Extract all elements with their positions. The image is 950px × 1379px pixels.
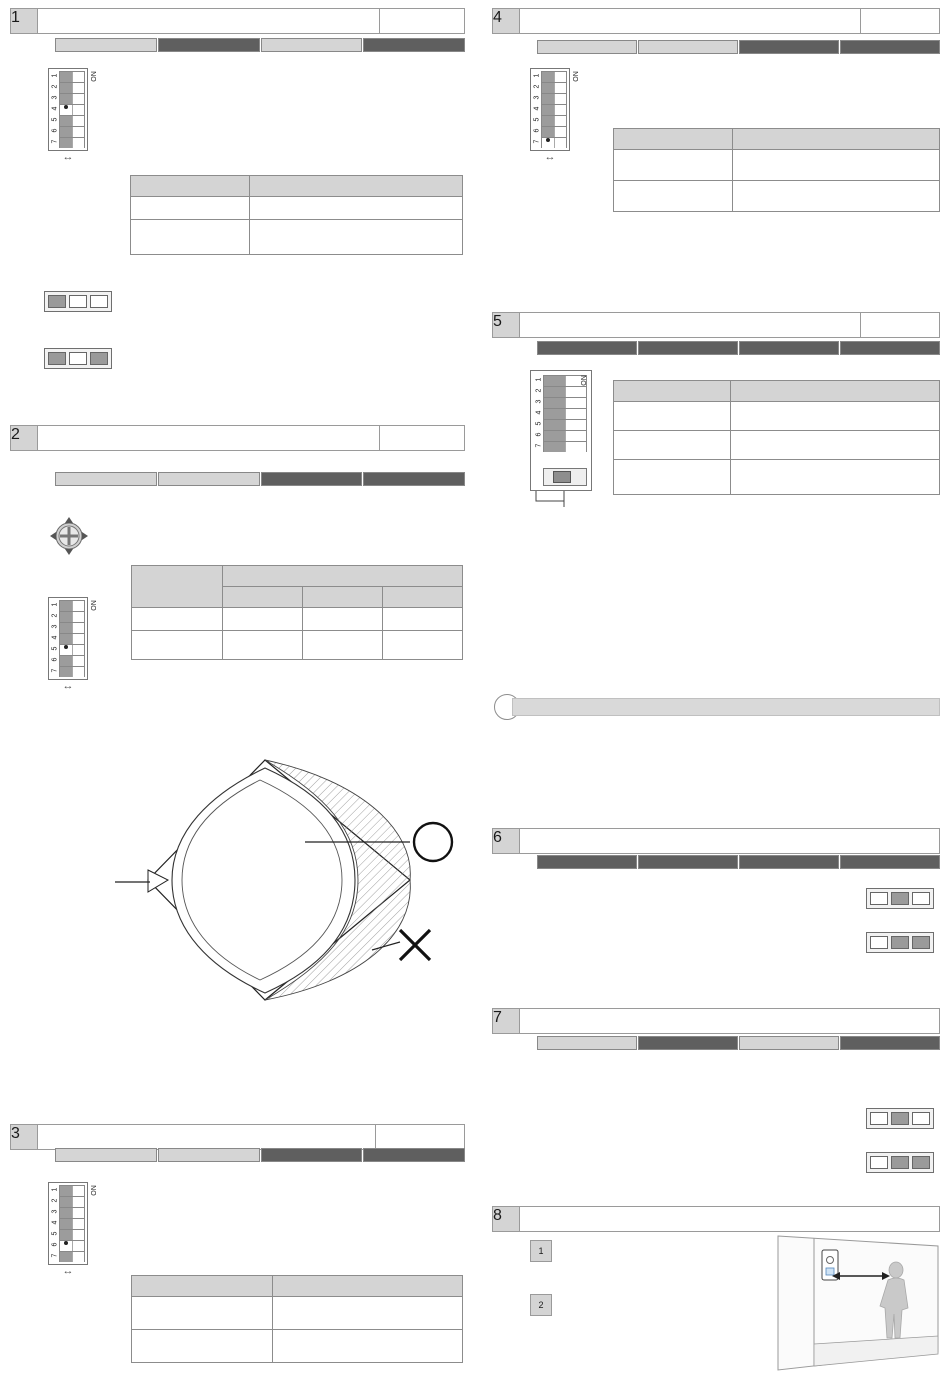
section-4-segbar [537,40,940,54]
dip-number: 2 [51,1198,59,1203]
table-header [731,381,940,402]
section-8-header [492,1206,940,1232]
indicator-cell [69,352,87,365]
segment [840,855,940,869]
segment [55,38,157,52]
table-header [614,129,733,150]
segment [363,38,465,52]
step-number-2: 2 [530,1294,552,1316]
dip-arrow-icon: ↔ [62,680,74,692]
segment [739,341,839,355]
indicator-cell [912,1156,930,1169]
dip-on-label: ON [572,71,580,82]
dip-number: 6 [51,657,59,662]
indicator-cell [912,936,930,949]
table-header [132,566,223,608]
segment [638,855,738,869]
divider [379,426,380,450]
indicator-chip-7b [866,1152,934,1173]
table-header [733,129,940,150]
dip-number: 2 [533,84,541,89]
divider [375,1125,376,1149]
indicator-cell [891,1112,909,1125]
slide-switch[interactable] [543,468,587,486]
section-1-title-bar [38,8,465,34]
segment [261,1148,363,1162]
indicator-cell [891,936,909,949]
indicator-cell [48,295,66,308]
dip-number: 5 [51,646,59,651]
section-3-table [131,1275,463,1363]
section-2-number: 2 [10,425,38,451]
table-cell [132,1297,273,1330]
section-8-title-bar [520,1206,940,1232]
divider [860,9,861,33]
table-cell [131,220,250,255]
section-1-segbar [55,38,465,52]
table-row [131,197,463,220]
section-4-table [613,128,940,212]
dip-number: 1 [51,1187,59,1192]
dip-number: 2 [51,84,59,89]
segment [638,40,738,54]
table-cell [383,608,463,631]
indicator-cell [870,1156,888,1169]
step-number-1: 1 [530,1240,552,1262]
section-2-table [131,565,463,660]
table-cell [733,150,940,181]
dip-number: 6 [535,432,543,437]
section-7-segbar [537,1036,940,1050]
dip-number: 3 [535,399,543,404]
dip-arrow-icon: ↔ [544,151,556,163]
table-header [250,176,463,197]
indicator-chip-1b [44,348,112,369]
table-row [614,181,940,212]
section-2-header [10,425,465,451]
dip-number: 1 [51,602,59,607]
indicator-cell [912,892,930,905]
segment [158,472,260,486]
marker-ng-icon [400,930,430,960]
table-cell [303,631,383,660]
divider [860,313,861,337]
dip-number: 7 [51,139,59,144]
section-8-number: 8 [492,1206,520,1232]
table-row [614,402,940,431]
dip-number: 2 [51,613,59,618]
indicator-cell [90,352,108,365]
dip-number: 3 [533,95,541,100]
table-cell [132,1330,273,1363]
dip-number: 4 [535,410,543,415]
table-cell [614,431,731,460]
dip-number: 3 [51,624,59,629]
indicator-cell [870,892,888,905]
indicator-cell [870,1112,888,1125]
table-row [132,608,463,631]
table-cell [733,181,940,212]
dip-number: 6 [51,128,59,133]
table-cell [731,460,940,495]
dip-number: 3 [51,95,59,100]
table-cell [614,181,733,212]
section-6-number: 6 [492,828,520,854]
segment [537,1036,637,1050]
dip-number: 5 [51,1231,59,1236]
marker-ok-icon [414,823,452,861]
dip-number: 7 [51,668,59,673]
segment [363,472,465,486]
section-1-number: 1 [10,8,38,34]
section-7-header [492,1008,940,1034]
table-row [614,150,940,181]
detection-area-diagram [110,750,470,1030]
screwdriver-adjust-icon [48,515,90,557]
segment [739,40,839,54]
segment [638,341,738,355]
section-5-number: 5 [492,312,520,338]
table-header [132,1276,273,1297]
dip-on-label: ON [90,1185,98,1196]
table-header [614,381,731,402]
indicator-cell [870,936,888,949]
dip-number: 4 [51,635,59,640]
table-cell [250,197,463,220]
table-cell [273,1297,463,1330]
segment [55,1148,157,1162]
segment [537,855,637,869]
segment [840,40,940,54]
dip-number: 6 [51,1242,59,1247]
dip-number: 2 [535,388,543,393]
dip-switch-2[interactable] [48,597,98,692]
section-1-table [130,175,463,255]
dip-switch-3[interactable] [48,1182,98,1277]
segment [261,38,363,52]
section-3-title-bar [38,1124,465,1150]
dip-number: 1 [51,73,59,78]
dip-switch-4[interactable] [530,68,580,163]
indicator-cell [69,295,87,308]
dip-number: 7 [51,1253,59,1258]
indicator-cell [891,892,909,905]
divider [379,9,380,33]
table-subheader [223,587,303,608]
table-cell [303,608,383,631]
section-2-segbar [55,472,465,486]
dip-number: 7 [535,443,543,448]
dip-arrow-icon: ↔ [62,151,74,163]
segment [55,472,157,486]
section-4-title-bar [520,8,940,34]
section-2-title-bar [38,425,465,451]
table-cell [383,631,463,660]
segment [840,1036,940,1050]
note-text [512,698,940,716]
dip-number: 7 [533,139,541,144]
table-subheader [303,587,383,608]
table-cell [731,402,940,431]
section-4-header [492,8,940,34]
dip-number: 5 [535,421,543,426]
indicator-cell [90,295,108,308]
dip-on-label: ON [90,600,98,611]
dip-number: 4 [533,106,541,111]
dip-on-label: ON [90,71,98,82]
section-3-segbar [55,1148,465,1162]
table-row [132,631,463,660]
dip-number: 5 [533,117,541,122]
segment [158,1148,260,1162]
indicator-chip-7a [866,1108,934,1129]
table-cell [614,150,733,181]
slide-switch-callout [530,491,592,509]
indicator-cell [912,1112,930,1125]
table-header [273,1276,463,1297]
table-row [614,431,940,460]
section-5-header [492,312,940,338]
section-1-header [10,8,465,34]
table-cell [132,631,223,660]
table-row [131,220,463,255]
slide-switch-knob[interactable] [553,471,571,483]
dip-number: 5 [51,117,59,122]
table-cell [731,431,940,460]
section-6-segbar [537,855,940,869]
note-callout [494,694,940,720]
section-6-title-bar [520,828,940,854]
dip-number: 6 [533,128,541,133]
table-cell [273,1330,463,1363]
dip-number: 4 [51,106,59,111]
table-cell [132,608,223,631]
installation-illustration [770,1232,942,1374]
section-7-number: 7 [492,1008,520,1034]
table-cell [223,631,303,660]
dip-number: 1 [535,377,543,382]
section-3-header [10,1124,465,1150]
table-row [132,1330,463,1363]
indicator-cell [48,352,66,365]
table-header [223,566,463,587]
section-7-title-bar [520,1008,940,1034]
segment [261,472,363,486]
indicator-chip-1a [44,291,112,312]
segment [739,1036,839,1050]
segment [363,1148,465,1162]
segment [158,38,260,52]
dip-number: 1 [533,73,541,78]
section-5-title-bar [520,312,940,338]
segment [537,40,637,54]
dip-switch-5[interactable] [530,370,592,509]
indicator-chip-6a [866,888,934,909]
table-cell [614,402,731,431]
section-3-number: 3 [10,1124,38,1150]
section-4-number: 4 [492,8,520,34]
table-cell [614,460,731,495]
segment [739,855,839,869]
section-5-segbar [537,341,940,355]
indicator-chip-6b [866,932,934,953]
indicator-cell [891,1156,909,1169]
section-5-table [613,380,940,495]
dip-switch-1[interactable] [48,68,98,163]
dip-arrow-icon: ↔ [62,1265,74,1277]
table-row [132,1297,463,1330]
dip-number: 3 [51,1209,59,1214]
dip-on-label: ON [580,375,588,386]
section-6-header [492,828,940,854]
table-row [614,460,940,495]
table-cell [223,608,303,631]
segment [638,1036,738,1050]
table-cell [250,220,463,255]
table-cell [131,197,250,220]
segment [537,341,637,355]
segment [840,341,940,355]
table-subheader [383,587,463,608]
dip-number: 4 [51,1220,59,1225]
table-header [131,176,250,197]
